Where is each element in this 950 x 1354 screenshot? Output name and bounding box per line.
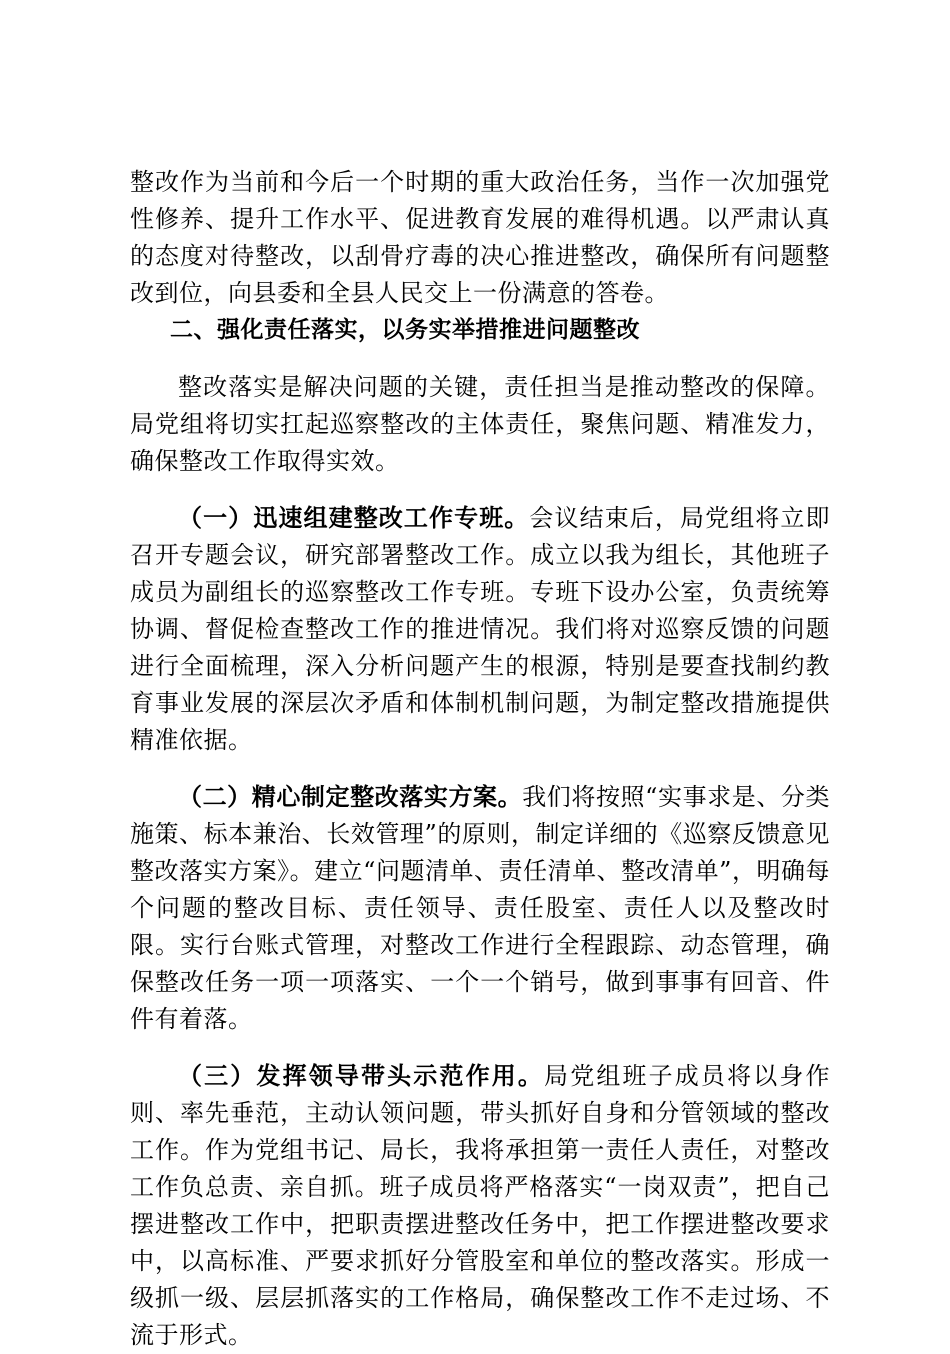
section-heading: 二、强化责任落实，以务实举措推进问题整改 [170, 317, 640, 343]
item-paragraph-1 [130, 500, 830, 759]
item-lead-1: （一）迅速组建整改工作专班。 [178, 504, 530, 532]
item-paragraph-2 [130, 779, 830, 1038]
section-intro-paragraph: 整改落实是解决问题的关键，责任担当是推动整改的保障。局党组将切实扛起巡察整改的主体责任，聚焦问题、精准发力，确保整改工作取得实效。 [130, 373, 830, 475]
item-body-3: 局党组班子成员将以身作则、率先垂范，主动认领问题，带头抓好自身和分管领域的整改工作。作为党组书记、局长，我将承担第一责任人责任，对整改工作负总责、亲自抓。班子成员将严格落实“一岗双责”，把自己摆进整改工作中，把职责摆进整改任务中，把工作摆进整改要求中，以高标准、严要求抓好分管股室和单位的整改落实。形成一级抓一级、层层抓落实的工作格局，确保整改工作不走过场、不流于形式。 [130, 1062, 831, 1349]
document-page [130, 164, 830, 1354]
item-lead-3: （三）发挥领导带头示范作用。 [178, 1062, 545, 1090]
item-body-1: 会议结束后，局党组将立即召开专题会议，研究部署整改工作。成立以我为组长，其他班子成员为副组长的巡察整改工作专班。专班下设办公室，负责统筹协调、督促检查整改工作的推进情况。我们将对巡察反馈的问题进行全面梳理，深入分析问题产生的根源，特别是要查找制约教育事业发展的深层次矛盾和体制机制问题，为制定整改措施提供精准依据。 [130, 504, 831, 754]
item-lead-2: （二）精心制定整改落实方案。 [178, 783, 523, 811]
intro-paragraph: 整改作为当前和今后一个时期的重大政治任务，当作一次加强党性修养、提升工作水平、促进教育发展的难得机遇。以严肃认真的态度对待整改，以刮骨疗毒的决心推进整改，确保所有问题整改到位，向县委和全县人民交上一份满意的答卷。 [130, 168, 830, 307]
item-paragraph-3 [130, 1058, 830, 1354]
item-body-2: 我们将按照“实事求是、分类施策、标本兼治、长效管理”的原则，制定详细的《巡察反馈意见整改落实方案》。建立“问题清单、责任清单、整改清单”，明确每个问题的整改目标、责任领导、责任股室、责任人以及整改时限。实行台账式管理，对整改工作进行全程跟踪、动态管理，确保整改任务一项一项落实、一个一个销号，做到事事有回音、件件有着落。 [130, 783, 830, 1033]
